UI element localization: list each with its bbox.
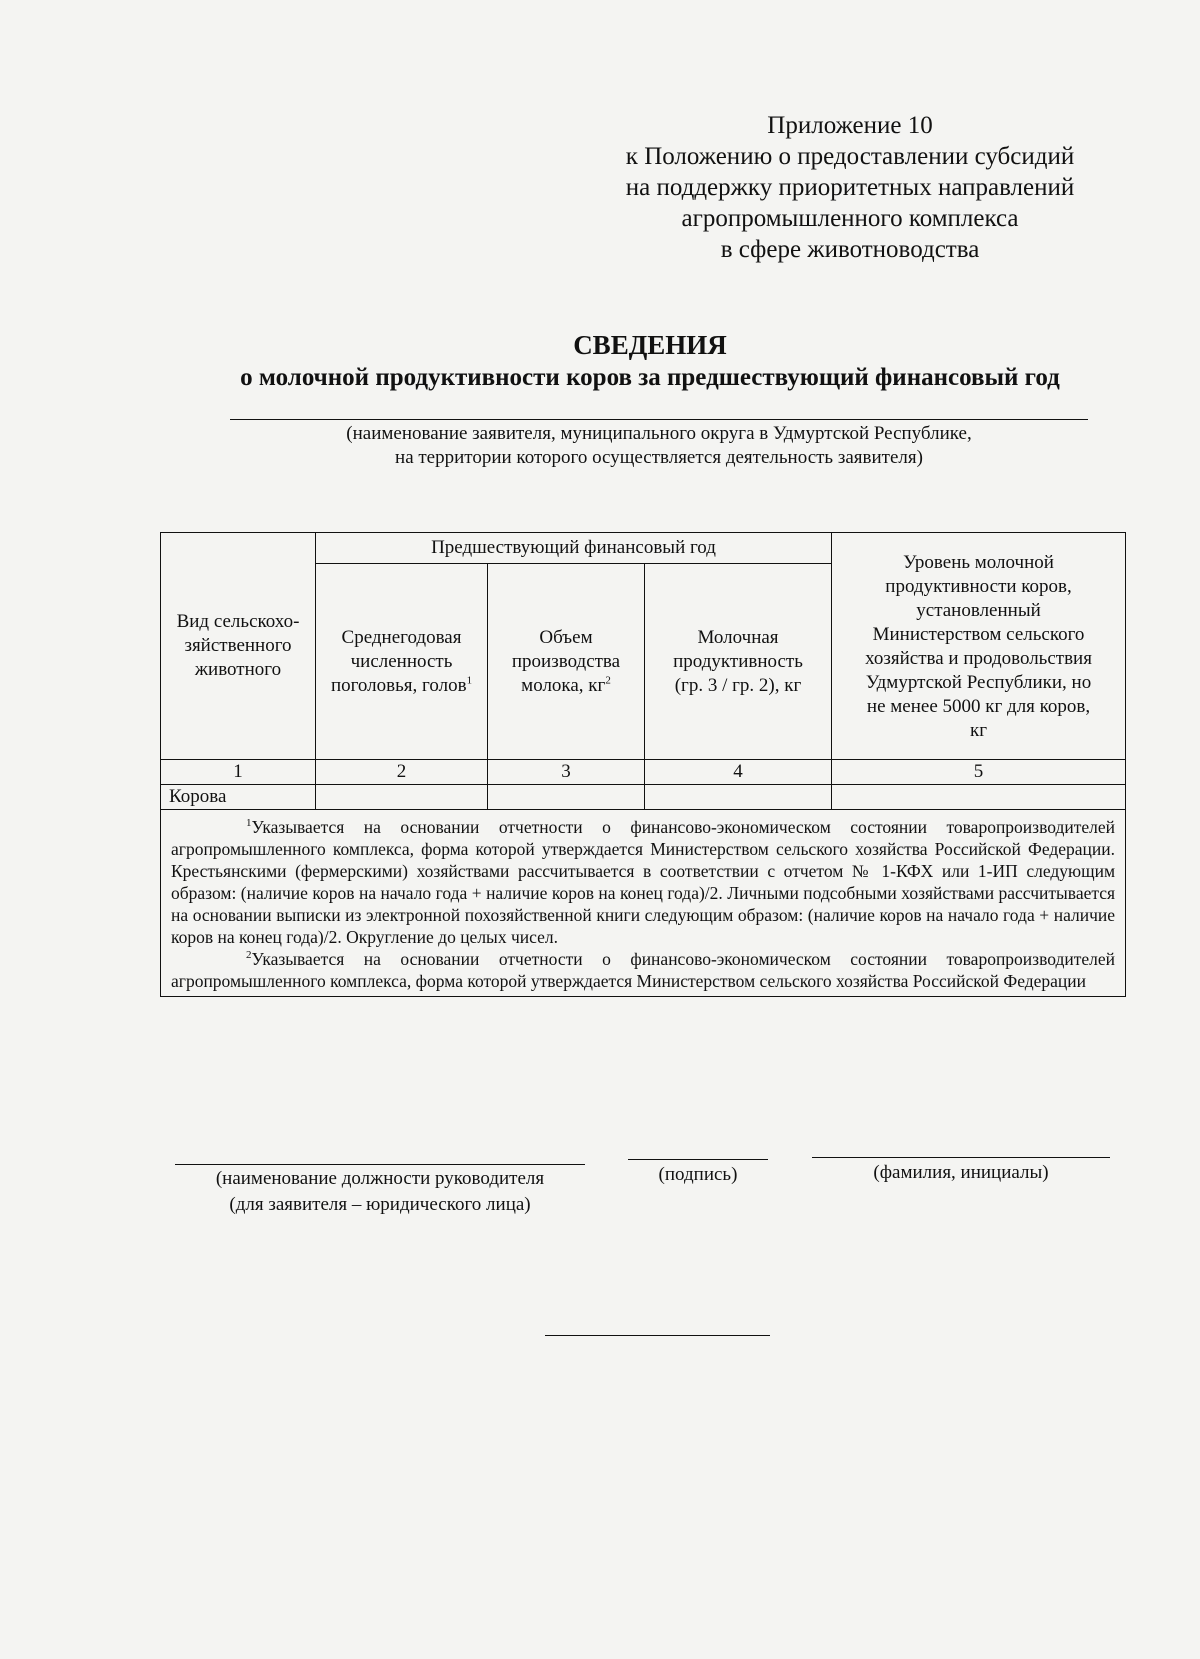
bottom-fill-line[interactable] [545, 1335, 770, 1336]
signature-fill-line[interactable] [628, 1159, 768, 1160]
position-fill-line[interactable] [175, 1164, 585, 1165]
col5-header-text: Уровень молочной продуктивности коров, установленный Министерством сельского хозяйства и продовольствия Удмуртской Республики, но не менее 5000 кг для коров, кг [865, 552, 1092, 741]
productivity-table [160, 532, 1126, 997]
row-cow-milk-volume-cell[interactable] [488, 785, 645, 810]
title-main: СВЕДЕНИЯ [573, 330, 727, 360]
appendix-line-2: к Положению о предоставлении субсидий [625, 143, 1075, 170]
footnote-1-mark: 1 [246, 817, 252, 830]
position-caption [160, 1166, 600, 1218]
row-cow-target-level-cell[interactable] [832, 785, 1126, 810]
signature-caption [618, 1162, 778, 1188]
footnote-2-mark: 2 [246, 949, 252, 962]
col5-header [832, 533, 1126, 760]
group-header [316, 533, 832, 564]
col4-header-text: Молочная продуктивность (гр. 3 / гр. 2), кг [673, 626, 803, 696]
col1-header [161, 533, 316, 760]
applicant-caption-line-2: на территории которого осуществляется деятельность заявителя) [395, 447, 923, 468]
appendix-line-1: Приложение 10 [767, 112, 933, 139]
col4-header [645, 564, 832, 760]
group-header-text: Предшествующий финансовый год [431, 537, 716, 558]
row-cow-headcount-cell[interactable] [316, 785, 488, 810]
col1-header-text: Вид сельскохо- зяйственного животного [176, 611, 300, 680]
appendix-line-5: в сфере животноводства [720, 236, 980, 263]
position-caption-line-1: (наименование должности руководителя [215, 1168, 545, 1189]
row-animal-cow: Корова [161, 785, 316, 810]
applicant-fill-line[interactable] [230, 419, 1088, 420]
col3-footnote-ref: 2 [605, 674, 611, 687]
position-caption-line-2: (для заявителя – юридического лица) [229, 1194, 531, 1215]
col-number-3: 3 [488, 760, 645, 785]
signature-caption-text: (подпись) [658, 1164, 738, 1185]
col3-header-text: Объем производства молока, кг [511, 626, 621, 696]
document-title [160, 328, 1140, 394]
footnote-1 [171, 816, 1115, 948]
name-caption-text: (фамилия, инициалы) [873, 1162, 1049, 1183]
name-fill-line[interactable] [812, 1157, 1110, 1158]
col2-footnote-ref: 1 [466, 674, 473, 687]
appendix-header [580, 110, 1120, 265]
col-number-4: 4 [645, 760, 832, 785]
footnotes [161, 810, 1126, 997]
title-sub: о молочной продуктивности коров за предшествующий финансовый год [240, 364, 1060, 391]
col2-header [316, 564, 488, 760]
col2-header-text: Среднегодовая численность поголовья, голов [330, 626, 467, 696]
col-number-5: 5 [832, 760, 1126, 785]
col-number-1: 1 [161, 760, 316, 785]
applicant-caption [230, 422, 1088, 470]
appendix-line-4: агропромышленного комплекса [681, 205, 1019, 232]
footnote-2-text: Указывается на основании отчетности о финансово-экономическом состоянии товаропроизводителей агропромышленного комплекса, форма которой утверждается Министерством сельского хозяйства Российской Федерации [171, 949, 1116, 991]
appendix-line-3: на поддержку приоритетных направлений [625, 174, 1075, 201]
col-number-2: 2 [316, 760, 488, 785]
table-row [161, 785, 1126, 810]
name-caption [812, 1160, 1110, 1186]
footnote-1-text: Указывается на основании отчетности о финансово-экономическом состоянии товаропроизводителей агропромышленного комплекса, форма которой утверждается Министерством сельского хозяйства Российской Федерации. Крестьянскими (фермерскими) хозяйствами рассчитывается в соответствии с отчетом № 1-КФХ или 1-ИП следующим образом: (наличие коров на начало года + наличие коров на конец года)/2. Личными подсобными хозяйствами рассчитывается на основании выписки из электронной похозяйственной книги следующим образом: (наличие коров на начало года + наличие коров на конец года)/2. Округление до целых чисел. [171, 817, 1116, 947]
row-cow-productivity-cell[interactable] [645, 785, 832, 810]
applicant-caption-line-1: (наименование заявителя, муниципального округа в Удмуртской Республике, [346, 423, 972, 444]
col3-header [488, 564, 645, 760]
footnote-2 [171, 948, 1115, 992]
